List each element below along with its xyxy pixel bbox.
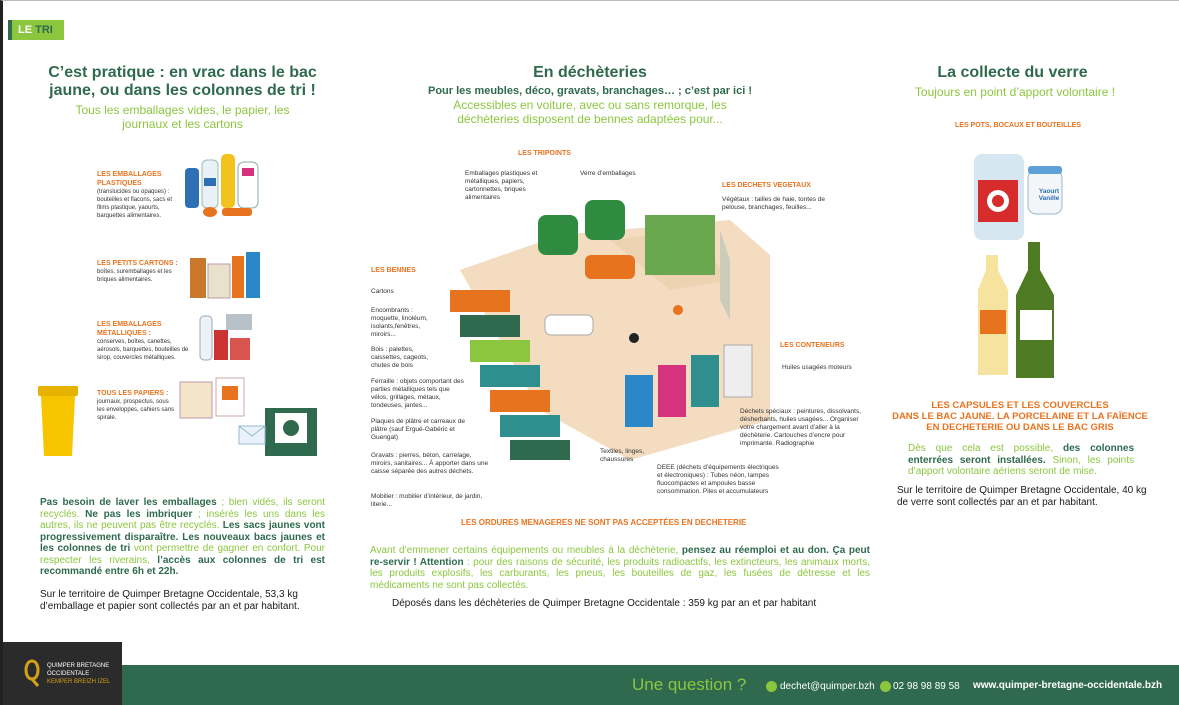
section-tag: LE TRI [8, 20, 64, 40]
vegetaux-heading: LES DECHETS VEGETAUX [722, 182, 811, 189]
col1-title: C’est pratique : en vrac dans le bac jaune, ou dans les colonnes de tri ! [48, 64, 317, 99]
benne-platre: Plaques de plâtre et carreaux de plâtre (sauf Ergué-Gabéric et Guengat) [371, 418, 465, 441]
logo-box: QUIMPER BRETAGNE OCCIDENTALE KEMPER BREIZH IZEL [3, 642, 122, 705]
yellow-bin-icon [36, 384, 80, 460]
benne-mobilier: Mobilier : mobilier d’intérieur, de jardin, literie... [371, 493, 483, 508]
textiles-label: Textiles, linges, chaussures [600, 448, 645, 463]
email-icon [766, 681, 777, 692]
ordures-heading: LES ORDURES MENAGERES NE SONT PAS ACCEPTÉES EN DECHETERIE [461, 518, 747, 527]
item-metalliques: LES EMBALLAGES MÉTALLIQUES : conserves, boîtes, canettes, aérosols, barquettes, bouteilles de sirop, couvercles métalliques. [97, 321, 189, 361]
conteneurs-heading: LES CONTENEURS [780, 342, 845, 349]
col2-stat: Déposés dans les déchèteries de Quimper Bretagne Occidentale : 359 kg par an et par habitant [392, 598, 817, 609]
tripoints-heading: LES TRIPOINTS [518, 150, 571, 157]
envelope-icon [237, 424, 267, 446]
sorting-column-icon [265, 408, 317, 456]
footer-website[interactable]: www.quimper-bretagne-occidentale.bzh [973, 680, 1163, 691]
col1-subtitle: Tous les emballages vides, le papier, les journaux et les cartons [75, 103, 290, 131]
phone-icon [880, 681, 891, 692]
footer-question: Une question ? [632, 675, 747, 694]
benne-gravats: Gravats : pierres, béton, carrelage, miroirs, sanitaires... À apporter dans une caisse séparée des autres déchets. [371, 452, 489, 475]
footer-phone: 02 98 98 89 58 [893, 681, 960, 692]
glass-containers-illustration [968, 150, 1068, 380]
qbo-logo-icon [21, 658, 43, 688]
tripoint-a-label: Emballages plastiques et métalliques, papiers, cartonnettes, briques alimentaires [465, 170, 538, 201]
benne-encombrants: Encombrants : moquette, linoléum, isolants,fenêtres, miroirs... [371, 307, 428, 338]
col3-subtitle: Toujours en point d’apport volontaire ! [914, 85, 1116, 99]
benne-bois: Bois : palettes, caissettes, cageots, chutes de bois [371, 346, 429, 369]
col1-paragraph: Pas besoin de laver les emballages ; bien vidés, ils seront recyclés. Ne pas les imbriquer ; insérés les uns dans les autres, ils ne peuvent pas être recyclés. Les sacs jaunes vont progressivement disparaître. Les nouveaux bacs jaunes et les colonnes de tri vont permettre de gagner en confort. Pour respecter les riverains, l’accès aux colonnes de tri est recommandé entre 6h et 22h. [40, 497, 325, 577]
col2-paragraph: Avant d’emmener certains équipements ou meubles à la déchèterie, pensez au réemploi et au don. Ça peut re-servir ! Attention : pour des raisons de sécurité, les produits radioactifs, les extincteurs, les animaux morts, les produits explosifs, les carburants, les pneus, les bouteilles de gaz, les fusées de détresse et les médicaments ne sont pas collectés. [370, 545, 870, 591]
jar-label: Yaourt Vanille [1038, 188, 1060, 202]
col2-subtitle: Accessibles en voiture, avec ou sans remorque, les déchèteries disposent de bennes adaptées pour... [453, 98, 727, 126]
col3-title: La collecte du verre [937, 64, 1088, 81]
item-papiers: TOUS LES PAPIERS : journaux, prospectus, sous les enveloppes, cahiers sans spirale. [97, 390, 175, 421]
deee-label: DEEE (déchets d’équipements électriques et électroniques) : Tubes néon, lampes fluocompactes et ampoules basse consommation. Piles et accumulateurs [657, 464, 779, 495]
footer-email[interactable]: dechet@quimper.bzh [780, 681, 875, 692]
cartons-illustration [188, 250, 263, 302]
metal-packaging-illustration [196, 310, 256, 368]
capsules-heading: LES CAPSULES ET LES COUVERCLES DANS LE BAC JAUNE. LA PORCELAINE ET LA FAÏENCE EN DECHETERIE OU DANS LE BAC GRIS [892, 400, 1148, 433]
vegetaux-label: Végétaux : tailles de haie, tontes de pelouse, branchages, feuilles... [722, 196, 825, 211]
benne-ferraille: Ferraille : objets comportant des parties métalliques tels que vélos, grillages, métaux, tondeuses, jantes... [371, 378, 464, 409]
benne-cartons: Cartons [371, 288, 394, 295]
huiles-label: Huiles usagées moteurs [782, 364, 852, 371]
item-plastiques: LES EMBALLAGES PLASTIQUES (translucides ou opaques) : bouteilles et flacons, sacs et films plastique, yaourts, barquettes alimentaires. [97, 171, 173, 219]
pots-heading: LES POTS, BOCAUX ET BOUTEILLES [955, 122, 1082, 129]
col3-paragraph: Dès que cela est possible, des colonnes enterrées seront installées. Sinon, les points d’apport volontaire aériens seront de mise. [908, 443, 1135, 477]
item-cartons: LES PETITS CARTONS : boîtes, suremballages et les briques alimentaires. [97, 260, 178, 283]
col1-stat: Sur le territoire de Quimper Bretagne Occidentale, 53,3 kg d’emballage et papier sont collectés par an et par habitant. [40, 589, 300, 612]
col2-title: En déchèteries [533, 64, 647, 81]
tripoint-b-label: Verre d’emballages [580, 170, 636, 177]
col2-subtitle-bold: Pour les meubles, déco, gravats, branchages… ; c’est par ici ! [427, 85, 752, 97]
bennes-heading: LES BENNES [371, 267, 416, 274]
plastic-packaging-illustration [180, 150, 270, 220]
col3-stat: Sur le territoire de Quimper Bretagne Occidentale, 40 kg de verre sont collectés par an et par habitant. [897, 485, 1147, 508]
papers-illustration [176, 376, 256, 422]
speciaux-label: Déchets spéciaux : peintures, dissolvants, désherbants, huiles usagées... Organiser votre chargement avant d’aller à la déchèterie. Cartouches d’encre pour imprimante. Radiographie [740, 408, 862, 447]
